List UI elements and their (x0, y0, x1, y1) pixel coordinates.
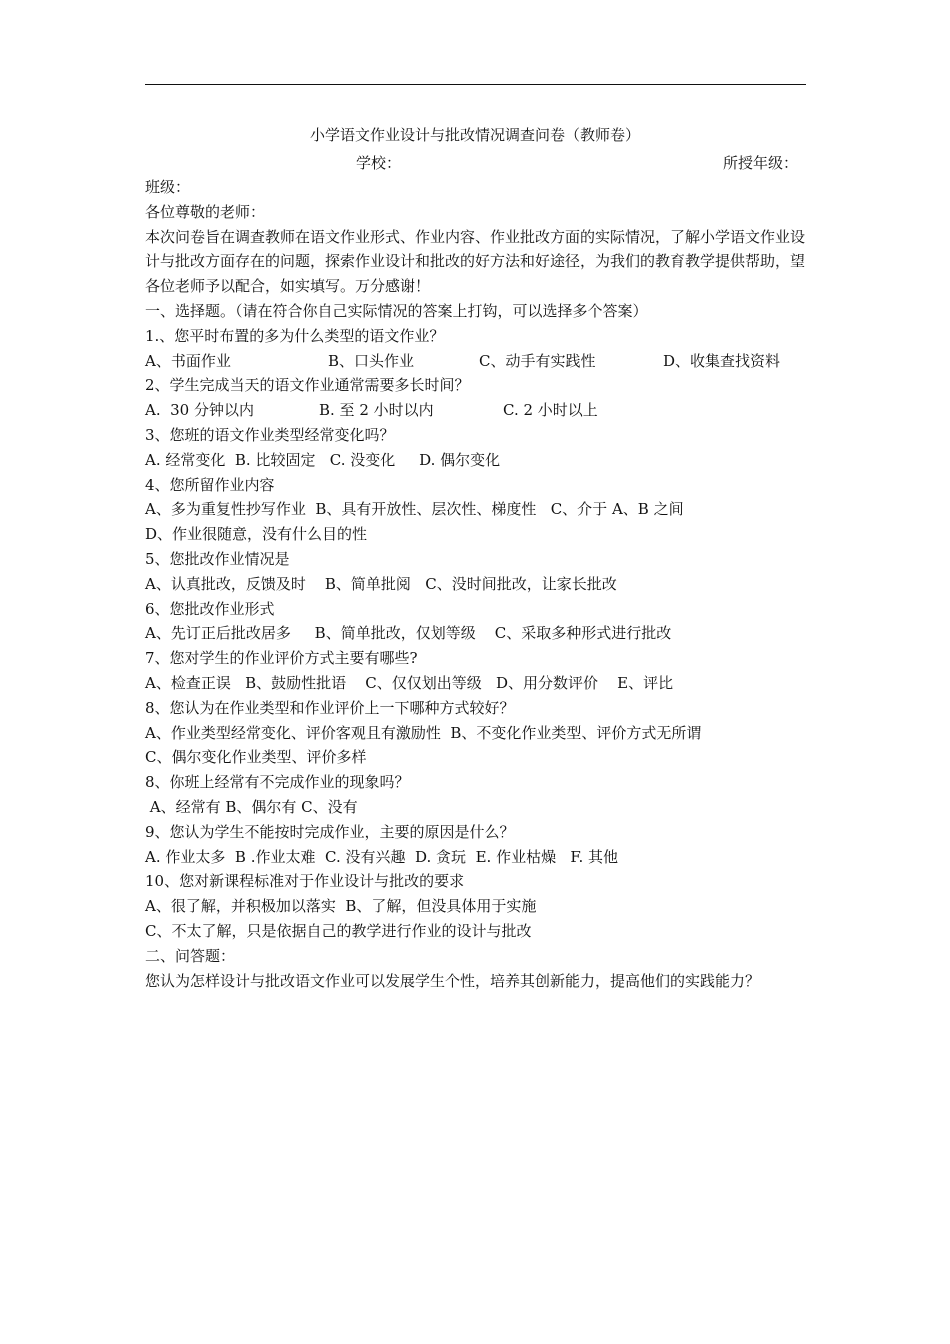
question-8: 8、您认为在作业类型和作业评价上一下哪种方式较好？ (145, 698, 515, 717)
section-2-heading: 二、问答题： (145, 946, 236, 965)
question-8-options: A、作业类型经常变化、评价客观且有激励性 B、不变化作业类型、评价方式无所谓 (145, 723, 702, 742)
q2-option-a: A. 30 分钟以内 (145, 401, 254, 420)
question-5-options: A、认真批改，反馈及时 B、简单批阅 C、没时间批改，让家长批改 (145, 574, 617, 593)
header-rule (145, 84, 806, 85)
question-1: 1.、您平时布置的多为什么类型的语文作业？ (145, 326, 445, 345)
open-question: 您认为怎样设计与批改语文作业可以发展学生个性，培养其创新能力，提高他们的实践能力？ (145, 971, 761, 990)
question-9: 9、您认为学生不能按时完成作业，主要的原因是什么？ (145, 822, 515, 841)
school-label: 学校： (356, 154, 402, 172)
question-7: 7、您对学生的作业评价方式主要有哪些? (145, 649, 418, 668)
greeting: 各位尊敬的老师： (145, 202, 266, 221)
question-8b-options: A、经常有 B、偶尔有 C、没有 (145, 797, 358, 816)
question-2: 2、学生完成当天的语文作业通常需要多长时间？ (145, 376, 470, 395)
q2-option-c: C. 2 小时以上 (503, 401, 598, 420)
page-title: 小学语文作业设计与批改情况调查问卷（教师卷） (309, 126, 640, 144)
question-6-options: A、先订正后批改居多 B、简单批改，仅划等级 C、采取多种形式进行批改 (145, 624, 672, 643)
q1-option-c: C、动手有实践性 (479, 351, 596, 370)
question-3-options: A. 经常变化 B. 比较固定 C. 没变化 D. 偶尔变化 (145, 450, 501, 469)
grade-label: 所授年级： (723, 154, 799, 172)
question-8-options-2: C、偶尔变化作业类型、评价多样 (145, 748, 367, 767)
question-5: 5、您批改作业情况是 (145, 549, 290, 568)
q2-option-b: B. 至 2 小时以内 (319, 401, 434, 420)
question-9-options: A. 作业太多 B .作业太难 C. 没有兴趣 D. 贪玩 E. 作业枯燥 F. 其他 (145, 847, 618, 866)
q1-option-d: D、收集查找资料 (663, 351, 781, 370)
section-1-heading: 一、选择题。（请在符合你自己实际情况的答案上打钩，可以选择多个答案） (145, 301, 648, 320)
question-4-options: A、多为重复性抄写作业 B、具有开放性、层次性、梯度性 C、介于 A、B 之间 (145, 500, 684, 519)
question-4: 4、您所留作业内容 (145, 475, 275, 494)
question-8b: 8、你班上经常有不完成作业的现象吗？ (145, 773, 410, 792)
q1-option-a: A、书面作业 (145, 351, 231, 370)
question-10-options-2: C、不太了解，只是依据自己的教学进行作业的设计与批改 (145, 921, 532, 940)
intro-paragraph: 本次问卷旨在调查教师在语文作业形式、作业内容、作业批改方面的实际情况，了解小学语文作业设计与批改方面存在的问题，探索作业设计和批改的好方法和好途径，为我们的教育教学提供帮助，望各位老师予以配合，如实填写。万分感谢！ (145, 227, 806, 296)
question-1-options (145, 349, 825, 374)
question-10: 10、您对新课程标准对于作业设计与批改的要求 (145, 872, 465, 891)
question-10-options: A、很了解，并积极加以落实 B、了解，但没具体用于实施 (145, 897, 537, 916)
question-3: 3、您班的语文作业类型经常变化吗？ (145, 425, 395, 444)
question-2-options (145, 398, 825, 423)
question-6: 6、您批改作业形式 (145, 599, 275, 618)
question-7-options: A、检查正误 B、鼓励性批语 C、仅仅划出等级 D、用分数评价 E、评比 (145, 673, 674, 692)
q1-option-b: B、口头作业 (328, 351, 415, 370)
class-label: 班级： (145, 178, 191, 196)
question-4-options-2: D、作业很随意，没有什么目的性 (145, 525, 368, 544)
questionnaire-body (145, 175, 825, 993)
